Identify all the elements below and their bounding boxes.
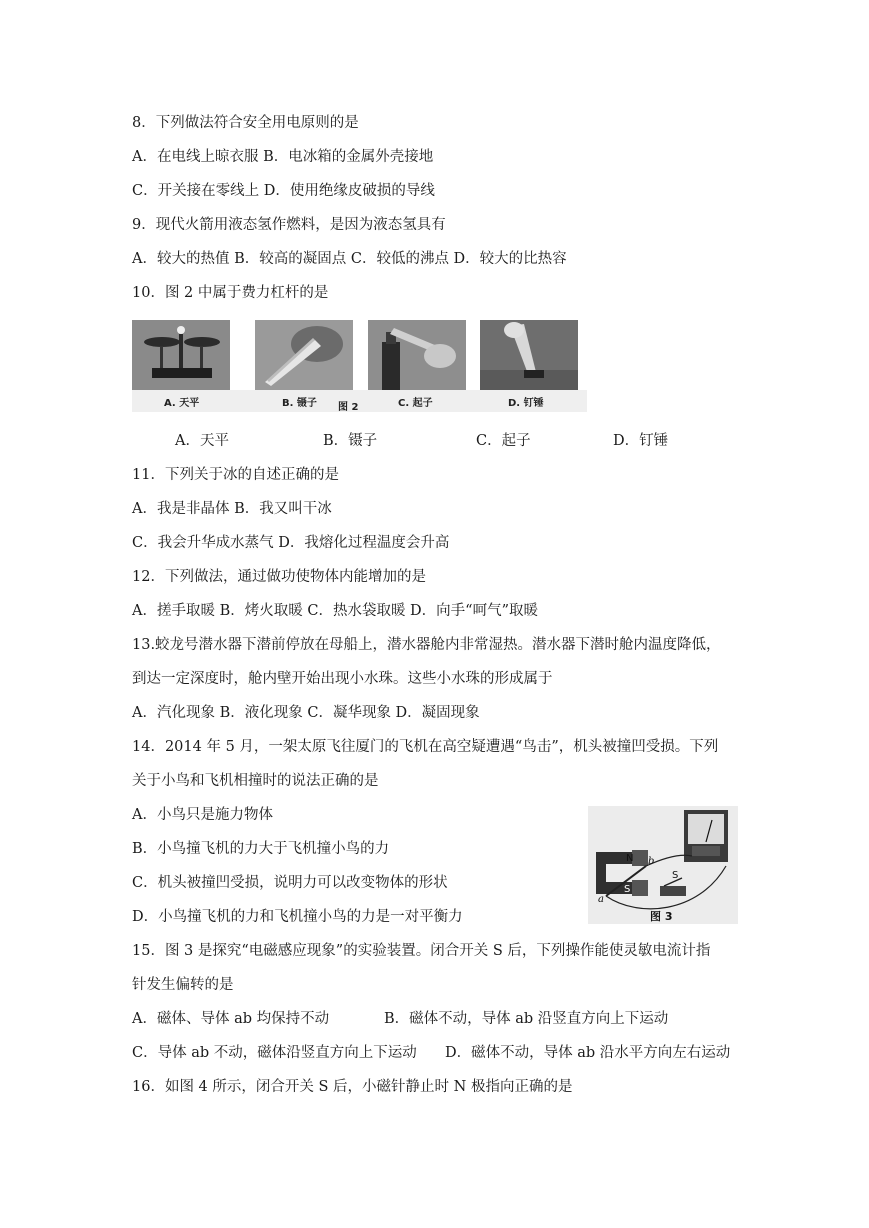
q11-options-cd: C．我会升华成水蒸气 D．我熔化过程温度会升高 — [132, 535, 450, 551]
caption-b: B. 镊子 — [282, 398, 317, 409]
caption-c: C. 起子 — [398, 398, 433, 409]
q10-option-d: D．钉锤 — [613, 433, 669, 449]
q10-option-b: B．镊子 — [323, 433, 378, 449]
q13-options: A．汽化现象 B．液化现象 C．凝华现象 D．凝固现象 — [132, 705, 480, 721]
figure-2-label: 图 2 — [338, 402, 359, 413]
q13-stem-line1: 13.蛟龙号潜水器下潜前停放在母船上，潜水器舱内非常湿热。潜水器下潜时舱内温度降低， — [132, 637, 721, 653]
q15-option-d: D．磁体不动，导体 ab 沿水平方向左右运动 — [445, 1045, 731, 1061]
balance-scale-photo — [132, 320, 230, 390]
q10-option-a: A．天平 — [175, 433, 229, 449]
magnet-s-label: S — [624, 884, 631, 895]
q14-option-c: C．机头被撞凹受损，说明力可以改变物体的形状 — [132, 875, 448, 891]
q13-stem-line2: 到达一定深度时，舱内壁开始出现小水珠。这些小水珠的形成属于 — [132, 671, 553, 687]
bottle-opener-photo — [368, 320, 466, 390]
q9-options: A．较大的热值 B．较高的凝固点 C．较低的沸点 D．较大的比热容 — [132, 251, 567, 267]
q14-option-b: B．小鸟撞飞机的力大于飞机撞小鸟的力 — [132, 841, 390, 857]
q9-stem: 9．现代火箭用液态氢作燃料，是因为液态氢具有 — [132, 217, 446, 233]
figure-2 — [132, 320, 587, 414]
figure-3 — [588, 806, 738, 924]
point-b-label: b — [648, 856, 655, 867]
caption-a: A. 天平 — [164, 398, 200, 409]
q14-stem-line2: 关于小鸟和飞机相撞时的说法正确的是 — [132, 773, 379, 789]
q10-stem: 10．图 2 中属于费力杠杆的是 — [132, 285, 329, 301]
caption-d: D. 钉锤 — [508, 398, 544, 409]
claw-hammer-photo — [480, 320, 578, 390]
point-a-label: a — [598, 894, 604, 905]
q15-stem-line1: 15．图 3 是探究“电磁感应现象”的实验装置。闭合开关 S 后，下列操作能使灵敏电流计指 — [132, 943, 711, 959]
q12-options: A．搓手取暖 B．烤火取暖 C．热水袋取暖 D．向手“呵气”取暖 — [132, 603, 538, 619]
switch — [660, 886, 686, 896]
q11-stem: 11．下列关于冰的自述正确的是 — [132, 467, 339, 483]
q8-options-ab: A．在电线上晾衣服 B．电冰箱的金属外壳接地 — [132, 149, 434, 165]
switch-s-label: S — [672, 870, 679, 881]
q15-option-c: C．导体 ab 不动，磁体沿竖直方向上下运动 — [132, 1045, 417, 1061]
q11-options-ab: A．我是非晶体 B．我又叫干冰 — [132, 501, 332, 517]
q15-option-a: A．磁体、导体 ab 均保持不动 — [132, 1011, 330, 1027]
tweezers-photo — [255, 320, 353, 390]
q15-option-b: B．磁体不动，导体 ab 沿竖直方向上下运动 — [384, 1011, 669, 1027]
q12-stem: 12．下列做法，通过做功使物体内能增加的是 — [132, 569, 426, 585]
q14-option-d: D．小鸟撞飞机的力和飞机撞小鸟的力是一对平衡力 — [132, 909, 463, 925]
q15-stem-line2: 针发生偏转的是 — [132, 977, 234, 993]
q8-options-cd: C．开关接在零线上 D．使用绝缘皮破损的导线 — [132, 183, 435, 199]
q8-stem: 8．下列做法符合安全用电原则的是 — [132, 115, 359, 131]
q10-option-c: C．起子 — [476, 433, 531, 449]
magnet-n-label: N — [626, 853, 634, 864]
q14-option-a: A．小鸟只是施力物体 — [132, 807, 273, 823]
q14-stem-line1: 14．2014 年 5 月，一架太原飞往厦门的飞机在高空疑遭遇“鸟击”，机头被撞凹受损。下列 — [132, 739, 719, 755]
figure-3-label: 图 3 — [650, 910, 673, 923]
q16-stem: 16．如图 4 所示，闭合开关 S 后，小磁针静止时 N 极指向正确的是 — [132, 1079, 573, 1095]
